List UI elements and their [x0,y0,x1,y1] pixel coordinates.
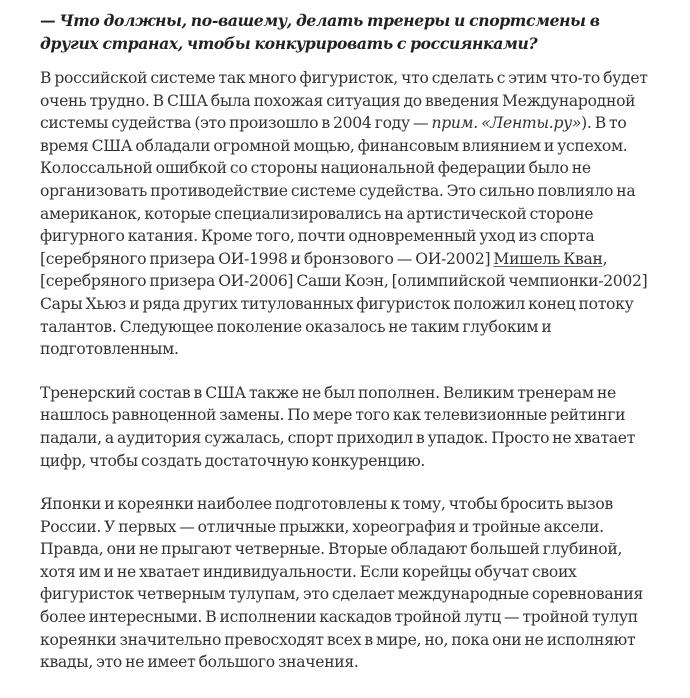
answer-paragraph-1 [40,67,660,361]
article-body [40,10,660,674]
paragraph-text: , [серебряного призера ОИ-2006] Саши Коэн, [олимпийской чемпионки-2002] Сары Хьюз и ряда других титулованных фигуристок положил конец потоку талантов. Следующее поколение оказалось не таким глубоким и подготовленным. [40,249,648,359]
interview-question: — Что должны, по-вашему, делать тренеры и спортсмены в других странах, чтобы конкурировать с россиянками? [40,11,600,53]
paragraph-text: ). В то время США обладали огромной мощью, финансовым влиянием и успехом. Колоссальной ошибкой со стороны национальной федерации было не организовать противодействие системе судейства. Это сильно повлияло на американок, которые специализировались на артистической стороне фигурного катания. Кроме того, почти одновременный уход из спорта [серебряного призера ОИ-1998 и бронзового — ОИ-2002] [40,114,636,268]
answer-paragraph-2: Тренерский состав в США также не был пополнен. Великим тренерам не нашлось равноценной замены. По мере того как телевизионные рейтинги падали, а аудитория сужалась, спорт приходил в упадок. Просто не хватает цифр, чтобы создать достаточную конкуренцию. [40,383,636,470]
editor-note: прим. «Ленты.ру» [431,114,582,133]
answer-paragraph-3: Японки и кореянки наиболее подготовлены к тому, чтобы бросить вызов России. У первых — отличные прыжки, хореография и тройные аксели. Правда, они не прыгают четверные. Вторые обладают большей глубиной, хотя им и не хватает индивидуальности. Если корейцы обучат своих фигуристок четверным тулупам, это сделает международные соревнования более интересными. В исполнении каскадов тройной лутц — тройной тулуп кореянки значительно превосходят всех в мире, но, пока они не исполняют квады, это не имеет большого значения. [40,495,644,672]
michelle-kwan-link[interactable]: Мишель Кван [493,249,603,268]
paragraph-text: В российской системе так много фигуристок, что сделать с этим что-то будет очень трудно. В США была похожая ситуация до введения Международной системы судейства (это произошло в 2004 году — [40,69,648,133]
